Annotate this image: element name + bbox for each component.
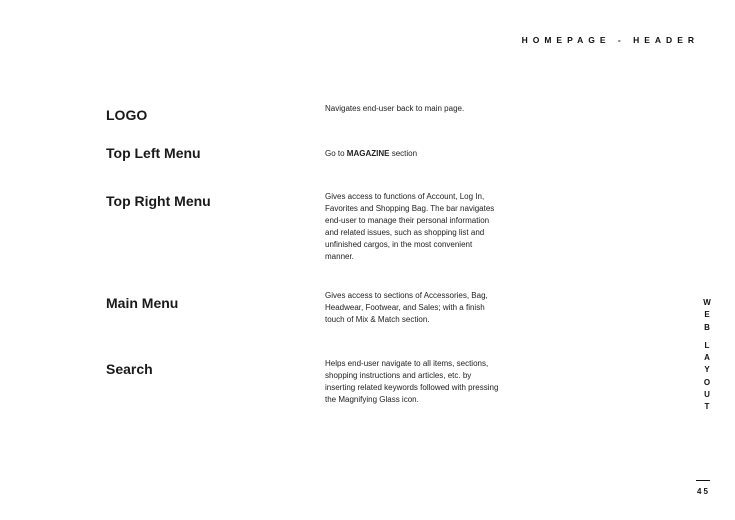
side-letter: L [704, 340, 710, 350]
page-number: 45 [697, 487, 710, 496]
desc-main-menu: Gives access to sections of Accessories, Bag, Headwear, Footwear, and Sales; with a finish touch of Mix & Match section. [325, 291, 488, 324]
desc-suffix: section [389, 149, 418, 158]
side-letter: Y [704, 365, 710, 375]
header-title: HOMEPAGE - HEADER [521, 35, 699, 45]
desc-prefix: Go to [325, 149, 347, 158]
term-main-menu: Main Menu [106, 295, 179, 311]
side-label-web-layout [701, 297, 713, 414]
side-letter: O [703, 377, 711, 387]
desc-logo: Navigates end-user back to main page. [325, 104, 465, 113]
side-letter: U [704, 390, 710, 400]
term-top-left-menu: Top Left Menu [106, 145, 201, 161]
desc-bold-magazine: MAGAZINE [346, 149, 390, 158]
page-number-rule [696, 480, 710, 481]
term-top-right-menu: Top Right Menu [106, 193, 211, 209]
term-logo: LOGO [106, 107, 148, 123]
desc-top-right-menu: Gives access to functions of Account, Log In, Favorites and Shopping Bag. The bar navigates end-user to manage their personal information and related issues, such as shopping list and unfinished cargos, in the most convenient manner. [325, 192, 495, 261]
desc-search: Helps end-user navigate to all items, sections, shopping instructions and articles, etc. by inserting related keywords followed with pressing the Magnifying Glass icon. [325, 359, 499, 404]
side-letter: A [704, 353, 710, 363]
side-letter: W [703, 298, 711, 307]
side-letter: T [704, 402, 710, 412]
side-letter: B [704, 322, 710, 332]
desc-top-left-menu [325, 148, 500, 160]
side-letter: E [704, 310, 710, 320]
term-search: Search [106, 361, 153, 377]
